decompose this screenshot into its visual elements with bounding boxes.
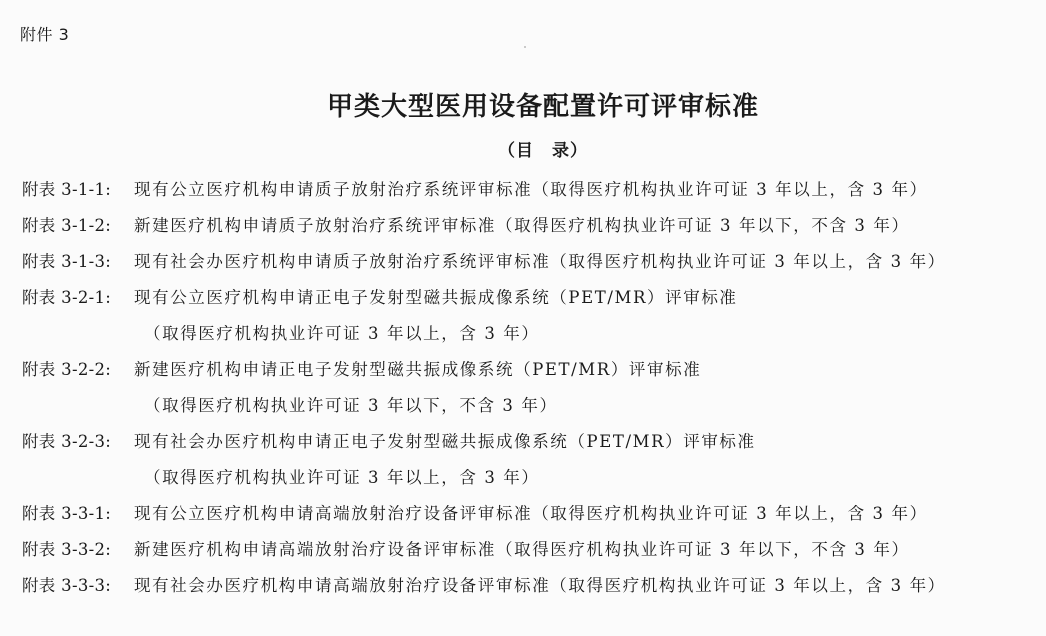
- toc-item: [22, 352, 1032, 388]
- attachment-label: 附件 3: [20, 25, 70, 44]
- toc-item-code: 附表 3-1-1:: [22, 180, 112, 199]
- toc-item-continuation: [22, 460, 1032, 496]
- toc-item-text: 现有社会办医疗机构申请正电子发射型磁共振成像系统（PET/MR）评审标准: [134, 432, 756, 451]
- toc-item: [22, 172, 1032, 208]
- toc-item-continuation: [22, 316, 1032, 352]
- toc-item: [22, 280, 1032, 316]
- scan-speck: [524, 46, 526, 48]
- toc-item: [22, 532, 1032, 568]
- toc-item-text: 现有社会办医疗机构申请质子放射治疗系统评审标准（取得医疗机构执业许可证 3 年以上，含 3 年）: [134, 252, 946, 271]
- toc-item-text: 新建医疗机构申请高端放射治疗设备评审标准（取得医疗机构执业许可证 3 年以下，不含 3 年）: [134, 540, 910, 559]
- toc-item-code: 附表 3-1-2:: [22, 216, 112, 235]
- toc-item-condition: （取得医疗机构执业许可证 3 年以下，不含 3 年）: [144, 396, 558, 415]
- toc-list: [22, 172, 1032, 604]
- toc-item: [22, 496, 1032, 532]
- toc-item-text: 现有公立医疗机构申请正电子发射型磁共振成像系统（PET/MR）评审标准: [134, 288, 738, 307]
- toc-item-continuation: [22, 388, 1032, 424]
- document-subtitle: （目 录）: [498, 141, 588, 161]
- toc-item-code: 附表 3-3-2:: [22, 540, 112, 559]
- toc-item-text: 现有公立医疗机构申请高端放射治疗设备评审标准（取得医疗机构执业许可证 3 年以上，含 3 年）: [134, 504, 928, 523]
- toc-item-text: 现有公立医疗机构申请质子放射治疗系统评审标准（取得医疗机构执业许可证 3 年以上，含 3 年）: [134, 180, 928, 199]
- toc-item-code: 附表 3-2-1:: [22, 288, 112, 307]
- toc-item-condition: （取得医疗机构执业许可证 3 年以上，含 3 年）: [144, 468, 540, 487]
- toc-item: [22, 568, 1032, 604]
- toc-item-text: 现有社会办医疗机构申请高端放射治疗设备评审标准（取得医疗机构执业许可证 3 年以上，含 3 年）: [134, 576, 946, 595]
- toc-item-text: 新建医疗机构申请正电子发射型磁共振成像系统（PET/MR）评审标准: [134, 360, 702, 379]
- toc-item: [22, 208, 1032, 244]
- toc-item: [22, 244, 1032, 280]
- toc-item-code: 附表 3-2-3:: [22, 432, 112, 451]
- toc-item-code: 附表 3-3-1:: [22, 504, 112, 523]
- document-title: 甲类大型医用设备配置许可评审标准: [326, 92, 759, 122]
- toc-item-code: 附表 3-2-2:: [22, 360, 112, 379]
- toc-item-code: 附表 3-1-3:: [22, 252, 112, 271]
- toc-item: [22, 424, 1032, 460]
- toc-item-condition: （取得医疗机构执业许可证 3 年以上，含 3 年）: [144, 324, 540, 343]
- toc-item-text: 新建医疗机构申请质子放射治疗系统评审标准（取得医疗机构执业许可证 3 年以下，不含 3 年）: [134, 216, 910, 235]
- toc-item-code: 附表 3-3-3:: [22, 576, 112, 595]
